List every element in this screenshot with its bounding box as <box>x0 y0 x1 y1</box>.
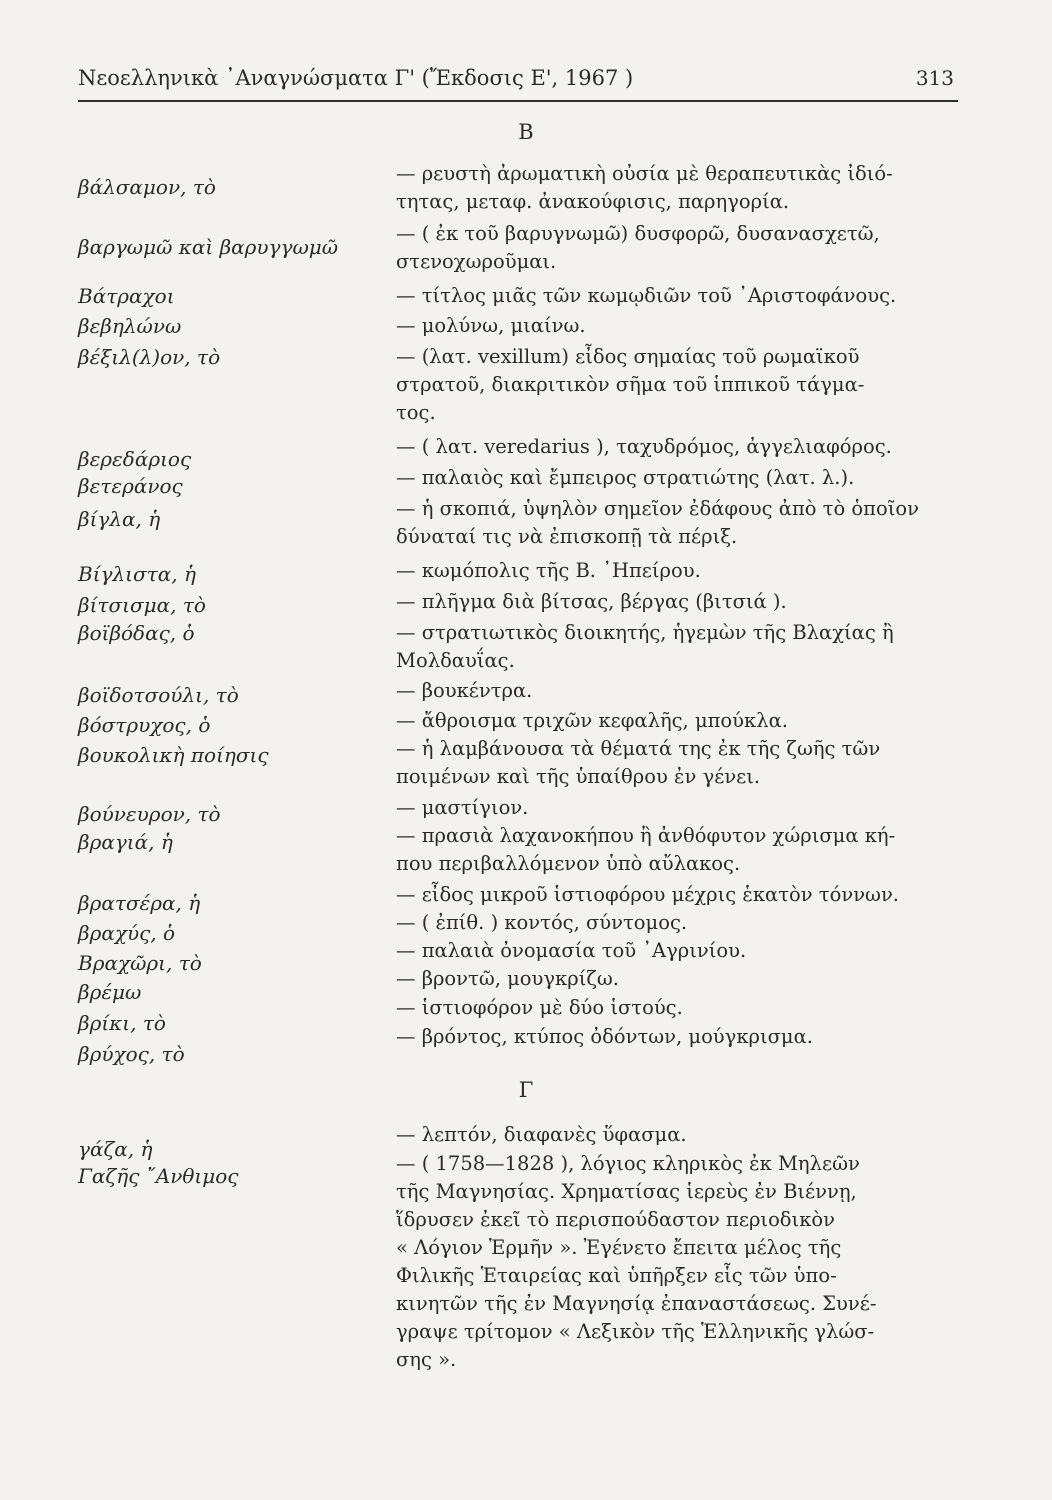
headword: Γαζῆς ῎Ανθιμος <box>78 1164 239 1188</box>
definition-line: — λεπτόν, διαφανὲς ὕφασμα. <box>396 1123 687 1146</box>
definition-line: — παλαιὰ ὀνομασία τοῦ ᾿Αγρινίου. <box>396 939 747 962</box>
definition-line: στενοχωροῦμαι. <box>396 250 557 273</box>
definition-line: — παλαιὸς καὶ ἔμπειρος στρατιώτης (λατ. λ.). <box>396 466 855 489</box>
definition-line: στρατοῦ, διακριτικὸν σῆμα τοῦ ἱππικοῦ τάγμα- <box>396 373 865 396</box>
headword: βετεράνος <box>78 474 183 498</box>
definition-line: — πρασιὰ λαχανοκήπου ἢ ἀνθόφυτον χώρισμα κή- <box>396 824 896 847</box>
definition <box>396 220 956 276</box>
definition-line: τος. <box>396 401 436 424</box>
definition-line: — βροντῶ, μουγκρίζω. <box>396 967 620 990</box>
headword: βίτσισμα, τὸ <box>78 593 206 617</box>
definition-line: — ἱστιοφόρον μὲ δύο ἱστούς. <box>396 996 683 1019</box>
definition <box>396 965 956 993</box>
headword: βέξιλ(λ)ον, τὸ <box>78 345 221 369</box>
headword: βούνευρον, τὸ <box>78 802 221 826</box>
definition-line: — ρευστὴ ἀρωματικὴ οὐσία μὲ θεραπευτικὰς ἰδιό- <box>396 162 893 185</box>
headword: βερεδάριος <box>78 447 192 471</box>
headword: Βραχῶρι, τὸ <box>78 951 202 975</box>
definition-line: — εἶδος μικροῦ ἱστιοφόρου μέχρις ἑκατὸν τόννων. <box>396 883 900 906</box>
definition-line: — βρόντος, κτύπος ὀδόντων, μούγκρισμα. <box>396 1025 813 1048</box>
definition <box>396 794 956 822</box>
definition <box>396 619 956 675</box>
headword: βρύχος, τὸ <box>78 1042 185 1066</box>
definition-line: — (λατ. vexillum) εἶδος σημαίας τοῦ ρωμαϊκοῦ <box>396 345 860 368</box>
definition-line: ἵδρυσεν ἐκεῖ τὸ περισπούδαστον περιοδικὸν <box>396 1208 835 1231</box>
headword: βοϊβόδας, ὁ <box>78 621 195 645</box>
headword: βεβηλώνω <box>78 314 182 338</box>
definition-line: γραψε τρίτομον « Λεξικὸν τῆς Ἑλληνικῆς γλώσ- <box>396 1320 875 1343</box>
definition <box>396 343 956 427</box>
definition-line: — πλῆγμα διὰ βίτσας, βέργας (βιτσιά ). <box>396 590 787 613</box>
definition-line: τητας, μεταφ. ἀνακούφισις, παρηγορία. <box>396 190 790 213</box>
headword: βραχύς, ὁ <box>78 921 176 945</box>
section-letter-gamma: Γ <box>518 1078 534 1102</box>
definition-line: — ( ἐπίθ. ) κοντός, σύντομος. <box>396 911 688 934</box>
definition <box>396 160 956 216</box>
definition <box>396 822 956 878</box>
definition <box>396 937 956 965</box>
headword: βραγιά, ἡ <box>78 830 173 854</box>
definition-line: — ( 1758—1828 ), λόγιος κληρικὸς ἐκ Μηλεῶν <box>396 1152 860 1175</box>
headword: γάζα, ἡ <box>78 1137 153 1161</box>
section-letter-b: Β <box>518 120 534 144</box>
definition-line: — ἡ λαμβάνουσα τὰ θέματά της ἐκ τῆς ζωῆς τῶν <box>396 737 881 760</box>
definition-line: — ( ἐκ τοῦ βαρυγνωμῶ) δυσφορῶ, δυσανασχετῶ, <box>396 222 880 245</box>
headword: βοϊδοτσούλι, τὸ <box>78 683 239 707</box>
definition <box>396 994 956 1022</box>
definition-line: Φιλικῆς Ἑταιρείας καὶ ὑπῆρξεν εἷς τῶν ὑπο- <box>396 1264 837 1287</box>
headword: Βάτραχοι <box>78 284 175 308</box>
definition <box>396 677 956 705</box>
definition <box>396 735 956 791</box>
running-header <box>78 58 954 98</box>
headword: βόστρυχος, ὁ <box>78 713 211 737</box>
book-title: Νεοελληνικὰ ᾿Αναγνώσματα Γ' (Ἔκδοσις Ε', 1967 ) <box>78 66 634 90</box>
definition-line: — ἄθροισμα τριχῶν κεφαλῆς, μπούκλα. <box>396 709 788 732</box>
definition <box>396 909 956 937</box>
headword: βρίκι, τὸ <box>78 1011 166 1035</box>
headword: βάλσαμον, τὸ <box>78 175 216 199</box>
headword: βρέμω <box>78 980 142 1004</box>
definition <box>396 1121 956 1149</box>
definition-line: — μαστίγιον. <box>396 796 529 819</box>
definition-line: σης ». <box>396 1348 457 1371</box>
definition <box>396 588 956 616</box>
definition-line: τῆς Μαγνησίας. Χρηματίσας ἱερεὺς ἐν Βιέννῃ, <box>396 1180 857 1203</box>
definition-line: « Λόγιον Ἑρμῆν ». Ἐγένετο ἔπειτα μέλος τῆς <box>396 1236 842 1259</box>
definition <box>396 495 956 551</box>
definition-line: — ἡ σκοπιά, ὑψηλὸν σημεῖον ἐδάφους ἀπὸ τὸ ὁποῖον <box>396 497 919 520</box>
definition-line: κινητῶν τῆς ἐν Μαγνησίᾳ ἐπαναστάσεως. Συνέ- <box>396 1292 877 1315</box>
definition-line: — τίτλος μιᾶς τῶν κωμῳδιῶν τοῦ ᾿Αριστοφάνους. <box>396 284 897 307</box>
headword: βαργωμῶ καὶ βαρυγγωμῶ <box>78 235 339 259</box>
definition <box>396 557 956 585</box>
definition <box>396 1150 956 1374</box>
definition-line: — ( λατ. veredarius ), ταχυδρόμος, ἀγγελιαφόρος. <box>396 435 892 458</box>
header-rule <box>78 100 958 102</box>
headword: Βίγλιστα, ἡ <box>78 562 196 586</box>
definition-line: — κωμόπολις τῆς Β. ᾿Ηπείρου. <box>396 559 701 582</box>
headword: βρατσέρα, ἡ <box>78 891 201 915</box>
definition-line: — μολύνω, μιαίνω. <box>396 314 586 337</box>
headword: βουκολικὴ ποίησις <box>78 743 269 767</box>
definition-line: — βουκέντρα. <box>396 679 533 702</box>
definition <box>396 433 956 461</box>
headword: βίγλα, ἡ <box>78 507 161 531</box>
definition <box>396 282 956 310</box>
definition <box>396 464 956 492</box>
definition-line: που περιβαλλόμενον ὑπὸ αὔλακος. <box>396 852 741 875</box>
definition <box>396 312 956 340</box>
definition <box>396 881 956 909</box>
definition-line: ποιμένων καὶ τῆς ὑπαίθρου ἐν γένει. <box>396 765 761 788</box>
definition-line: δύναταί τις νὰ ἐπισκοπῇ τὰ πέριξ. <box>396 525 738 548</box>
page-number: 313 <box>915 66 954 90</box>
definition <box>396 707 956 735</box>
definition-line: Μολδαυΐας. <box>396 649 515 672</box>
definition <box>396 1023 956 1051</box>
definition-line: — στρατιωτικὸς διοικητής, ἡγεμὼν τῆς Βλαχίας ἢ <box>396 621 894 644</box>
